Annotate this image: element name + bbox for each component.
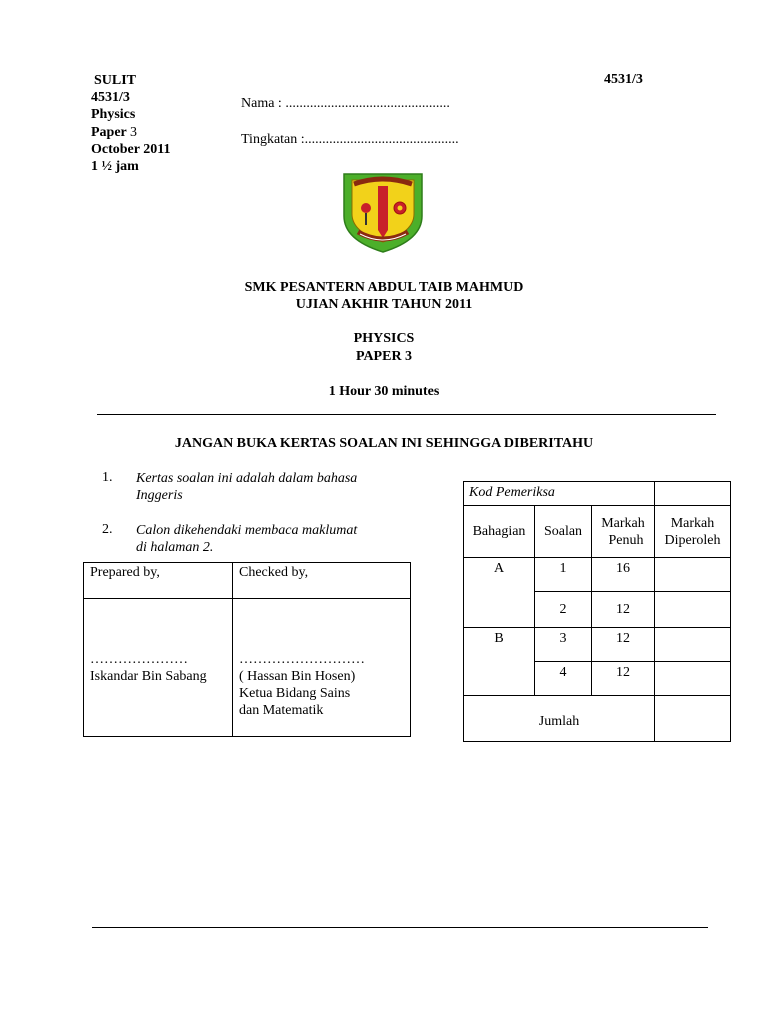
tingkatan-field: Tingkatan :............................................ — [241, 132, 459, 147]
header-left-block — [91, 72, 170, 175]
prepared-by-label: Prepared by, — [84, 563, 233, 599]
warning-text: JANGAN BUKA KERTAS SOALAN INI SEHINGGA DIBERITAHU — [174, 436, 594, 451]
header-line: Diperoleh — [664, 532, 721, 548]
signature-dots: ………………… — [90, 652, 188, 667]
table-row — [464, 558, 731, 592]
instruction-number: 2. — [102, 522, 113, 537]
checker-name: ( Hassan Bin Hosen) — [239, 669, 356, 684]
exam-duration: 1 ½ jam — [91, 159, 139, 175]
soalan-cell: 4 — [535, 662, 592, 696]
paper-code: 4531/3 — [91, 90, 130, 106]
instruction-number: 1. — [102, 470, 113, 485]
table-row — [464, 628, 731, 662]
exam-date: October 2011 — [91, 141, 171, 157]
divider-line — [97, 414, 716, 415]
bottom-divider-line — [92, 927, 708, 928]
nama-field: Nama : ............................................... — [241, 96, 450, 111]
soalan-cell: 3 — [535, 628, 592, 662]
subject-label: Physics — [91, 107, 136, 123]
header-line: Markah — [601, 515, 645, 531]
penuh-cell: 12 — [592, 628, 655, 662]
header-soalan: Soalan — [535, 506, 592, 558]
instruction-item — [136, 470, 357, 504]
sulit-label: SULIT — [94, 73, 137, 88]
checked-by-label: Checked by, — [233, 563, 411, 599]
prepared-by-cell — [84, 599, 233, 737]
penuh-cell: 16 — [592, 558, 655, 592]
paper-number: 3 — [130, 124, 138, 140]
bahagian-cell: B — [464, 628, 535, 696]
school-name: SMK PESANTERN ABDUL TAIB MAHMUD — [244, 280, 524, 295]
checker-role: Ketua Bidang Sains — [239, 686, 351, 701]
checker-role: dan Matematik — [239, 703, 324, 718]
bahagian-cell: A — [464, 558, 535, 628]
diperoleh-cell[interactable] — [655, 628, 731, 662]
instruction-line: di halaman 2. — [136, 540, 214, 555]
kod-pemeriksa-label: Kod Pemeriksa — [464, 482, 655, 506]
jumlah-value[interactable] — [655, 696, 731, 742]
header-line: Penuh — [608, 532, 644, 548]
paper-label — [91, 124, 170, 141]
marks-table — [463, 481, 731, 742]
subject-title: PHYSICS — [353, 331, 415, 346]
checked-by-cell — [233, 599, 411, 737]
kod-pemeriksa-value — [655, 482, 731, 506]
paper-word: Paper — [91, 124, 127, 140]
diperoleh-cell[interactable] — [655, 592, 731, 628]
signature-table — [83, 562, 411, 737]
header-markah-diperoleh — [655, 506, 731, 558]
header-bahagian: Bahagian — [464, 506, 535, 558]
exam-name: UJIAN AKHIR TAHUN 2011 — [295, 297, 473, 312]
diperoleh-cell[interactable] — [655, 558, 731, 592]
school-crest-logo — [340, 168, 426, 254]
signature-dots: ……………………… — [239, 652, 365, 667]
exam-time: 1 Hour 30 minutes — [328, 384, 440, 399]
diperoleh-cell[interactable] — [655, 662, 731, 696]
instruction-item — [136, 522, 357, 556]
jumlah-label: Jumlah — [464, 696, 655, 742]
paper-title: PAPER 3 — [355, 349, 413, 364]
soalan-cell: 1 — [535, 558, 592, 592]
header-markah-penuh — [592, 506, 655, 558]
instruction-line: Kertas soalan ini adalah dalam bahasa — [136, 471, 358, 486]
penuh-cell: 12 — [592, 592, 655, 628]
instruction-line: Inggeris — [136, 488, 183, 503]
soalan-cell: 2 — [535, 592, 592, 628]
penuh-cell: 12 — [592, 662, 655, 696]
header-line: Markah — [670, 515, 715, 531]
instruction-line: Calon dikehendaki membaca maklumat — [136, 523, 358, 538]
preparer-name: Iskandar Bin Sabang — [90, 669, 207, 684]
paper-code-right: 4531/3 — [604, 72, 643, 87]
